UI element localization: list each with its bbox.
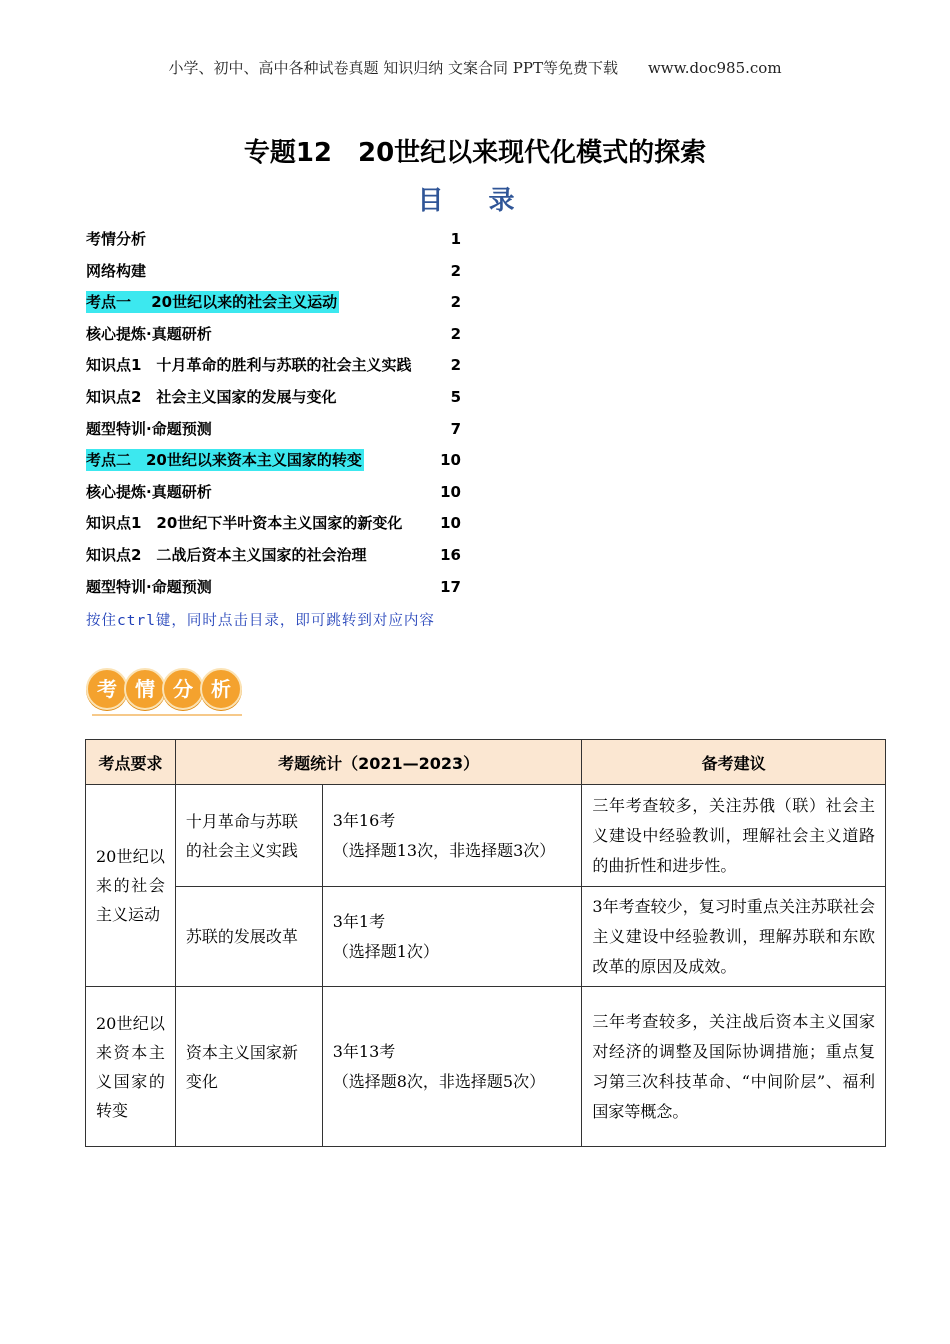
ctrl-click-tip: 按住ctrl键，同时点击目录，即可跳转到对应内容 — [86, 613, 435, 629]
toc-entry-label: 知识点1 十月革命的胜利与苏联的社会主义实践 — [86, 356, 412, 375]
header-requirement: 考点要求 — [86, 740, 176, 785]
toc-entry-label: 考点一 20世纪以来的社会主义运动 — [86, 293, 338, 312]
toc-entry-page: 10 — [440, 451, 461, 470]
advice-cell: 3年考查较少，复习时重点关注苏联社会主义建设中经验教训，理解苏联和东欧改革的原因及成效。 — [582, 887, 886, 987]
table-of-contents — [86, 224, 461, 603]
toc-entry-page: 10 — [440, 514, 461, 533]
toc-entry-label: 题型特训·命题预测 — [86, 419, 212, 438]
table-row — [86, 887, 886, 987]
badge-char: 分 — [162, 668, 204, 710]
toc-entry-label: 核心提炼·真题研析 — [86, 482, 212, 501]
table-header-row — [86, 740, 886, 785]
statistics-cell — [322, 785, 582, 887]
badge-char: 析 — [200, 668, 242, 710]
toc-entry-label: 知识点2 二战后资本主义国家的社会治理 — [86, 545, 367, 564]
toc-entry[interactable] — [86, 477, 461, 509]
stat-detail: （选择题13次，非选择题3次） — [332, 840, 556, 860]
toc-entry-label: 考情分析 — [86, 230, 147, 248]
header-statistics: 考题统计（2021—2023） — [175, 740, 581, 785]
topic-cell: 20世纪以来资本主义国家的转变 — [86, 987, 176, 1147]
toc-entry[interactable] — [86, 287, 461, 319]
toc-entry[interactable] — [86, 572, 461, 604]
toc-entry-page: 2 — [450, 261, 461, 280]
stat-detail: （选择题8次，非选择题5次） — [332, 1071, 546, 1091]
toc-entry-label: 知识点2 社会主义国家的发展与变化 — [86, 387, 337, 406]
stat-detail: （选择题1次） — [332, 941, 439, 961]
toc-entry-page: 2 — [450, 356, 461, 375]
site-header[interactable]: 小学、初中、高中各种试卷真题 知识归纳 文案合同 PPT等免费下载 www.doc985.com — [168, 59, 782, 77]
toc-entry-page: 2 — [450, 324, 461, 343]
toc-entry-label: 核心提炼·真题研析 — [86, 324, 212, 343]
stat-count: 3年16考 — [332, 810, 396, 830]
badge-char: 考 — [86, 668, 128, 710]
toc-entry-page: 2 — [450, 293, 461, 312]
statistics-cell — [322, 887, 582, 987]
subtopic-cell: 十月革命与苏联的社会主义实践 — [175, 785, 322, 887]
toc-heading: 目 录 — [417, 186, 533, 216]
toc-entry-label: 考点二 20世纪以来资本主义国家的转变 — [86, 451, 362, 470]
toc-entry-label: 网络构建 — [86, 261, 147, 280]
advice-cell: 三年考查较多，关注战后资本主义国家对经济的调整及国际协调措施；重点复习第三次科技革命、“中间阶层”、福利国家等概念。 — [582, 987, 886, 1147]
toc-entry[interactable] — [86, 350, 461, 382]
exam-analysis-table — [85, 739, 886, 1147]
exam-analysis-badge — [86, 664, 246, 720]
toc-entry-page: 16 — [440, 545, 461, 564]
table-row — [86, 987, 886, 1147]
toc-entry-label: 题型特训·命题预测 — [86, 577, 212, 596]
statistics-cell — [322, 987, 582, 1147]
toc-entry-page: 1 — [450, 230, 461, 248]
badge-underline — [92, 714, 242, 716]
stat-count: 3年13考 — [332, 1041, 396, 1061]
toc-entry[interactable] — [86, 319, 461, 351]
stat-count: 3年1考 — [332, 911, 386, 931]
toc-entry[interactable] — [86, 224, 461, 256]
subtopic-cell: 苏联的发展改革 — [175, 887, 322, 987]
header-advice: 备考建议 — [582, 740, 886, 785]
toc-entry-label: 知识点1 20世纪下半叶资本主义国家的新变化 — [86, 514, 403, 533]
table-row — [86, 785, 886, 887]
toc-entry[interactable] — [86, 508, 461, 540]
page-title: 专题12 20世纪以来现代化模式的探索 — [243, 138, 707, 168]
toc-entry-page: 10 — [440, 482, 461, 501]
badge-char: 情 — [124, 668, 166, 710]
toc-entry[interactable] — [86, 256, 461, 288]
subtopic-cell: 资本主义国家新变化 — [175, 987, 322, 1147]
topic-cell: 20世纪以来的社会主义运动 — [86, 785, 176, 987]
toc-entry[interactable] — [86, 445, 461, 477]
toc-entry[interactable] — [86, 382, 461, 414]
toc-entry[interactable] — [86, 414, 461, 446]
advice-cell: 三年考查较多，关注苏俄（联）社会主义建设中经验教训，理解社会主义道路的曲折性和进步性。 — [582, 785, 886, 887]
toc-entry-page: 5 — [450, 387, 461, 406]
toc-entry-page: 17 — [440, 577, 461, 596]
toc-entry[interactable] — [86, 540, 461, 572]
toc-entry-page: 7 — [450, 419, 461, 438]
